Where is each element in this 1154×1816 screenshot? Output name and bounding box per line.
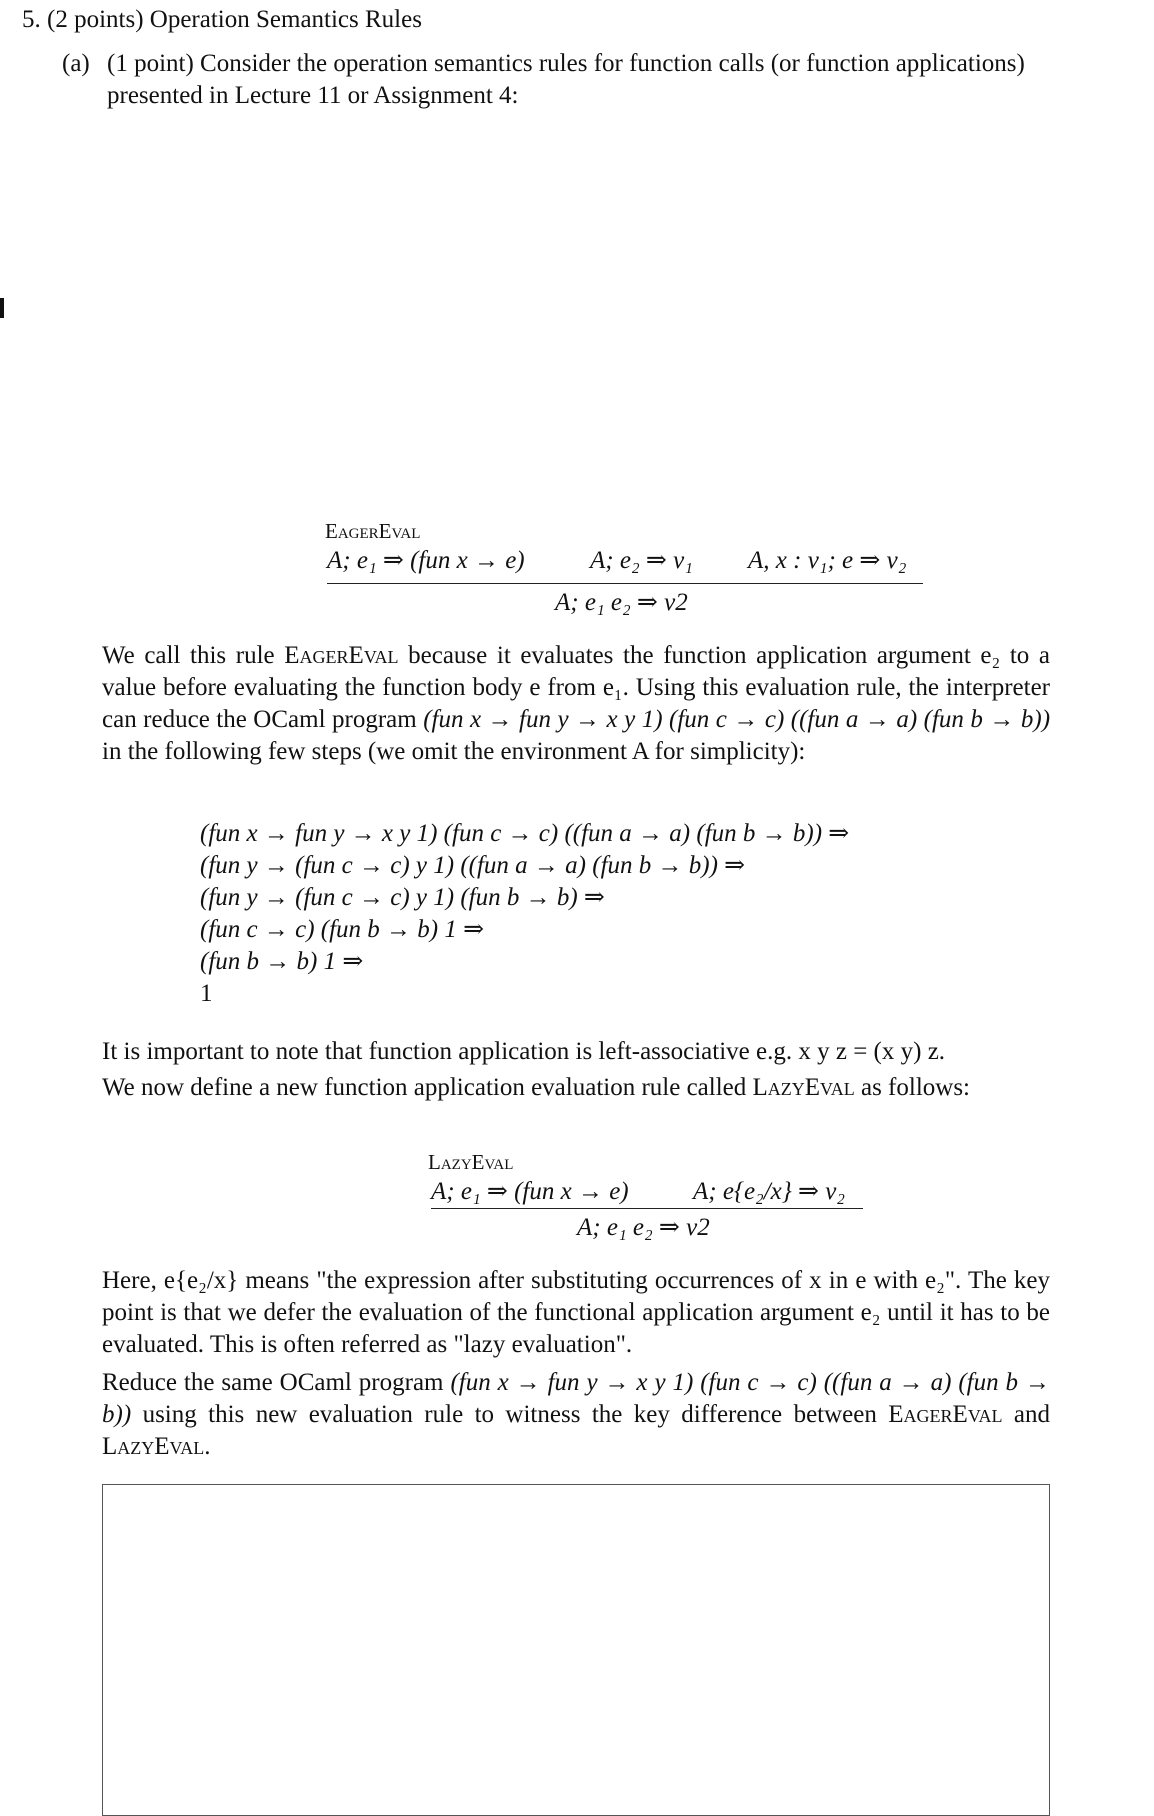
- lazy-name-task: LazyEval: [102, 1433, 205, 1460]
- part-a-label: (a): [62, 50, 90, 77]
- eager-conclusion: A; e₁ e₂ ⇒ v2: [555, 589, 688, 616]
- task-program: (fun x → fun y → x y 1) (fun c → c) ((fun a → a) (fun b → b)): [102, 1369, 1050, 1428]
- reduction-step: (fun x → fun y → x y 1) (fun c → c) ((fun a → a) (fun b → b)) ⇒: [200, 820, 850, 847]
- question-title: Operation Semantics Rules: [149, 6, 422, 33]
- question-points: (2 points): [47, 6, 144, 33]
- assoc-line-1: It is important to note that function application is left-associative e.g. x y z = (x y) z.: [102, 1038, 946, 1065]
- part-a-points: (1 point): [107, 50, 194, 77]
- lazy-explanation: Here, e{e₂/x} means "the expression after substituting occurrences of x in e with e₂". The key point is that we defer the evaluation of the functional application argument e₂ until it has to be evaluated. This is often referred as "lazy evaluation".: [102, 1267, 1050, 1358]
- eager-name-task: EagerEval: [888, 1401, 1003, 1428]
- task-and: and: [1013, 1401, 1051, 1428]
- eager-name-inline: EagerEval: [284, 642, 399, 669]
- eager-text-3: in the following few steps (we omit the environment A for simplicity):: [102, 738, 806, 765]
- task-text-2: using this new evaluation rule to witness the key difference between: [142, 1401, 877, 1428]
- assoc-paragraph: [102, 1034, 1050, 1106]
- lazy-rule-name: LazyEval: [428, 1150, 514, 1174]
- lazy-premise-1: A; e₁ ⇒ (fun x → e): [431, 1178, 629, 1205]
- eager-rule-name: EagerEval: [325, 519, 421, 543]
- lazy-name-inline: LazyEval: [752, 1074, 855, 1101]
- reduction-step: (fun c → c) (fun b → b) 1 ⇒: [200, 916, 485, 943]
- reduction-step: (fun b → b) 1 ⇒: [200, 948, 364, 975]
- task-end: .: [204, 1433, 211, 1460]
- reduction-step: 1: [200, 980, 213, 1007]
- eager-premise-1: A; e₁ ⇒ (fun x → e): [327, 547, 525, 574]
- lazy-conclusion: A; e₁ e₂ ⇒ v2: [577, 1214, 710, 1241]
- reduction-step: (fun y → (fun c → c) y 1) ((fun a → a) (fun b → b)) ⇒: [200, 852, 746, 879]
- part-a-intro-text: Consider the operation semantics rules for function calls (or function applications) presented in Lecture 11 or Assignment 4:: [107, 50, 1025, 109]
- assoc-line-2a: We now define a new function application evaluation rule called: [102, 1074, 747, 1101]
- lazy-premise-2: A; e{e₂/x} ⇒ v₂: [693, 1178, 846, 1205]
- part-a-text: [107, 48, 1072, 112]
- lazy-rule-line: [431, 1208, 863, 1209]
- eager-premise-3: A, x : v₁; e ⇒ v₂: [748, 547, 907, 574]
- assoc-line-2: [102, 1070, 1050, 1106]
- answer-box[interactable]: [102, 1484, 1050, 1816]
- eager-rule-line: [327, 583, 923, 584]
- eager-text-2: because it evaluates the function application argument e₂ to a value before evaluating the function body e from e₁. Using this evaluation rule, the interpreter can reduce the OCaml program: [102, 642, 1051, 733]
- reduction-steps: [200, 818, 849, 1010]
- eager-program: (fun x → fun y → x y 1) (fun c → c) ((fun a → a) (fun b → b)): [423, 706, 1051, 733]
- assoc-line-2b: as follows:: [860, 1074, 971, 1101]
- reduction-step: (fun y → (fun c → c) y 1) (fun b → b) ⇒: [200, 884, 605, 911]
- question-number: 5.: [22, 6, 41, 33]
- task-paragraph: [102, 1367, 1050, 1463]
- margin-mark: [0, 298, 4, 318]
- eager-premise-2: A; e₂ ⇒ v₁: [590, 547, 693, 574]
- part-a-intro: [62, 48, 1072, 112]
- eager-text-1: We call this rule: [102, 642, 275, 669]
- task-text-1: Reduce the same OCaml program: [102, 1369, 444, 1396]
- eager-explanation: [102, 640, 1050, 768]
- question-header: [22, 6, 422, 34]
